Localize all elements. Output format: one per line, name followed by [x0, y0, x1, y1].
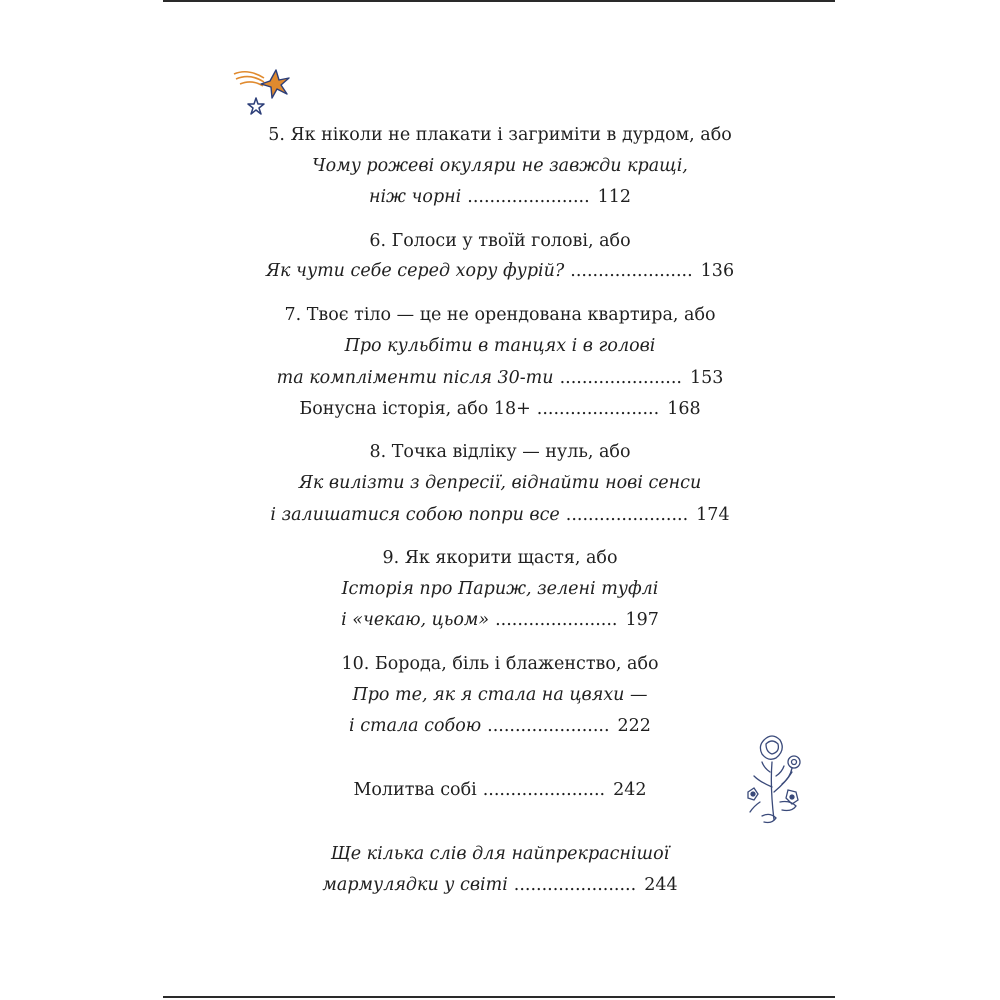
dot-leader: ...................... [487, 716, 610, 736]
toc-entry-5-subtitle: Чому рожеві окуляри не завжди кращі, [312, 156, 688, 176]
dot-leader: ...................... [570, 261, 693, 281]
toc-entry-8-subtitle: Як вилізти з депресії, віднайти нові сенси [298, 473, 702, 493]
page-number: 244 [644, 875, 678, 895]
toc-entry-7-subtitle-end: та компліменти після 30-ти ...................... 153 [276, 368, 724, 388]
toc-entry-10-title[interactable]: 10. Борода, біль і блаженство, або [341, 654, 659, 674]
toc-entry-afterword[interactable]: Ще кілька слів для найпрекраснішої [330, 844, 670, 864]
dot-leader: ...................... [536, 399, 660, 419]
toc-entry-10-subtitle: Про те, як я стала на цвяхи — [352, 685, 648, 705]
toc-entry-8-subtitle-end: і залишатися собою попри все ...................... 174 [270, 505, 730, 525]
page-number: 197 [625, 610, 659, 630]
page-number: 168 [667, 399, 701, 419]
toc-entry-9-title[interactable]: 9. Як якорити щастя, або [382, 548, 618, 568]
toc-entry-10-subtitle-end: і стала собою ...................... 222 [349, 716, 651, 736]
shooting-star-icon [232, 64, 294, 120]
top-rule [163, 0, 835, 2]
dot-leader: ...................... [513, 875, 637, 895]
page-number: 174 [696, 505, 730, 525]
dot-leader: ...................... [467, 187, 590, 207]
toc-entry-afterword-end: мармулядки у світі ...................... 244 [322, 875, 678, 895]
toc-entry-5-subtitle-end: ніж чорні ...................... 112 [368, 187, 632, 207]
toc-entry-bonus[interactable]: Бонусна історія, або 18+ ...................... 168 [299, 399, 701, 419]
toc-entry-prayer[interactable]: Молитва собі ...................... 242 [353, 780, 647, 800]
dot-leader: ...................... [559, 368, 682, 388]
page-number: 136 [700, 261, 735, 281]
page-number: 112 [597, 187, 632, 207]
toc-entry-6-subtitle: Як чути себе серед хору фурій? ...................... 136 [265, 261, 735, 281]
dot-leader: ...................... [565, 505, 689, 525]
dot-leader: ...................... [482, 780, 606, 800]
page-number: 242 [613, 780, 647, 800]
toc-entry-9-subtitle: Історія про Париж, зелені туфлі [341, 579, 659, 599]
toc-entry-8-title[interactable]: 8. Точка відліку — нуль, або [369, 442, 631, 462]
page-number: 222 [617, 716, 651, 736]
toc-entry-7-title[interactable]: 7. Твоє тіло — це не орендована квартира, або [284, 305, 716, 325]
toc-entry-5-title[interactable]: 5. Як ніколи не плакати і загриміти в дурдом, або [268, 125, 732, 145]
page-number: 153 [689, 368, 724, 388]
toc-entry-7-subtitle: Про кульбіти в танцях і в голові [344, 336, 656, 356]
dot-leader: ...................... [495, 610, 618, 630]
toc-entry-9-subtitle-end: і «чекаю, цьом» ...................... 197 [341, 610, 659, 630]
bottom-rule [163, 996, 835, 998]
toc-entry-6-title[interactable]: 6. Голоси у твоїй голові, або [369, 231, 631, 251]
